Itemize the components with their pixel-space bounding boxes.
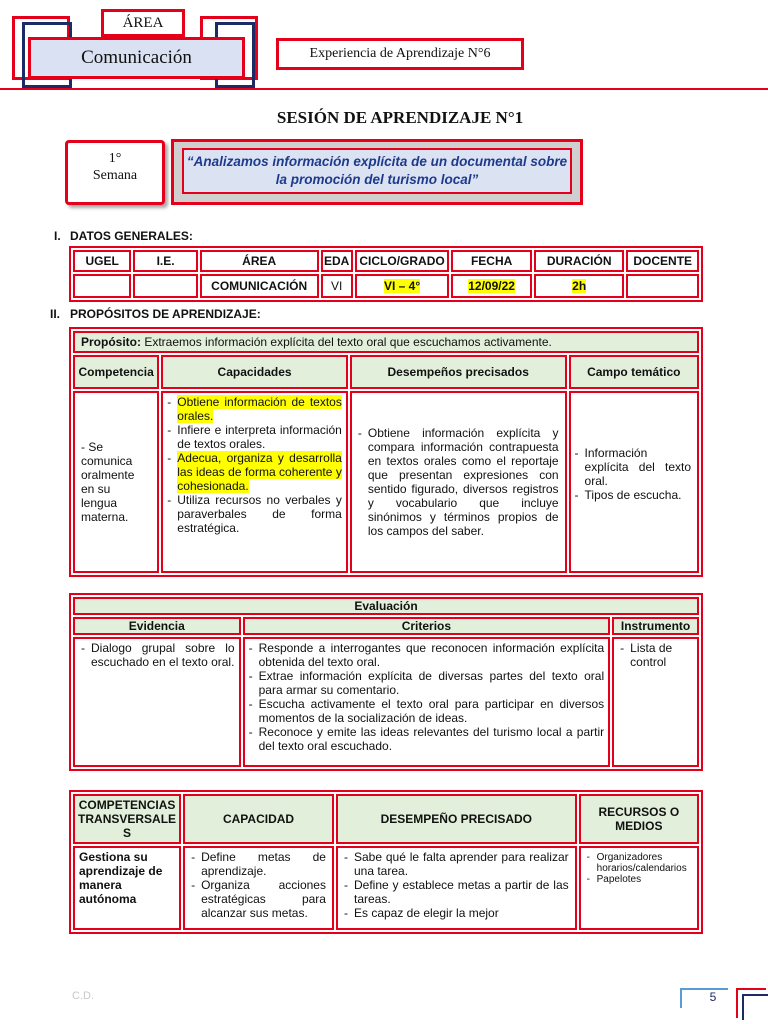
propositos-table [69,327,703,577]
week-number: 1° [108,151,122,166]
header-cell: FECHA [451,250,532,272]
header-cell: Criterios [243,617,611,635]
experience-title: Experiencia de Aprendizaje N°6 [276,38,524,70]
section-title: DATOS GENERALES: [70,229,193,243]
header-cell: Capacidades [161,355,348,389]
evaluacion-title: Evaluación [73,597,699,615]
header-cell: RECURSOS O MEDIOS [579,794,699,844]
competencia-cell [73,391,159,573]
evidencia-cell [73,637,241,767]
section-number: II. [50,307,61,321]
page-number-frame [680,988,682,1008]
capacidad-item: - Utiliza recursos no verbales y paraverbales de forma estratégica. [167,493,342,535]
table-row [73,274,699,298]
desempeno-cell [336,846,577,930]
header-cell: Competencia [73,355,159,389]
header-cell: DURACIÓN [534,250,625,272]
docente-value [626,274,699,298]
criterio-item: - Escucha activamente el texto oral para participar en diversos momentos de la socialización de ideas. [249,697,605,725]
desempeno-item: - Define y establece metas a partir de las tareas. [344,878,569,906]
campo-item: - Tipos de escucha. [575,488,691,502]
header-rule [0,88,768,90]
duracion-value [534,274,625,298]
corner-decoration [742,994,768,1020]
transversales-table [69,790,703,934]
table-row [73,846,699,930]
header-cell: Evidencia [73,617,241,635]
proposito-label: Propósito: [81,335,141,349]
header-cell: DESEMPEÑO PRECISADO [336,794,577,844]
table-header-row [73,355,699,389]
recursos-cell [579,846,699,930]
fecha-value [451,274,532,298]
ciclo-value [355,274,450,298]
competencia-transversal-text: Gestiona su aprendizaje de manera autónoma [79,850,163,906]
capacidad-item [167,395,342,423]
header-cell: DOCENTE [626,250,699,272]
table-row [73,391,699,573]
proposito-row [73,331,699,353]
session-title: SESIÓN DE APRENDIZAJE N°1 [276,108,524,127]
desempeno-item: - Obtiene información explícita y compara información contrapuesta en textos orales como el reportaje que presentan expresiones con sentido figurado, diversos registros y vocabulario que incluye sinónimos y términos propios de los campos del saber. [358,426,559,538]
fecha-text: 12/09/22 [468,279,515,293]
header-cell: CICLO/GRADO [355,250,450,272]
capacidad-cell [183,846,334,930]
capacidad-item: - Infiere e interpreta información de textos orales. [167,423,342,451]
header-cell: ÁREA [200,250,319,272]
criterio-item: - Reconoce y emite las ideas relevantes del turismo local a partir del texto oral escuchado. [249,725,605,753]
duracion-text: 2h [572,279,587,293]
ie-value [133,274,197,298]
evidencia-item: - Dialogo grupal sobre lo escuchado en el texto oral. [81,641,235,669]
proposito-text: Extraemos información explícita del texto oral que escuchamos activamente. [144,335,552,349]
eda-value: VI [321,274,353,298]
header-cell: Campo temático [569,355,699,389]
capacidad-item: - Organiza acciones estratégicas para alcanzar sus metas. [191,878,326,920]
table-header-row [73,250,699,272]
competencia-transversal-cell [73,846,181,930]
datos-generales-table [69,246,703,302]
capacidad-item [167,451,342,493]
competencia-text: - Se comunica oralmente en su lengua materna. [81,440,135,524]
header-cell: Instrumento [612,617,699,635]
criterios-cell [243,637,611,767]
table-header-row [73,617,699,635]
table-header-row [73,794,699,844]
area-name: Comunicación [28,37,245,79]
capacidad-text: Obtiene información de textos orales. [177,395,342,423]
header-cell: UGEL [73,250,131,272]
header-cell: EDA [321,250,353,272]
table-row [73,637,699,767]
recurso-item: - Organizadores horarios/calendarios [587,852,693,874]
desempenos-cell [350,391,567,573]
instrumento-item: - Lista de control [620,641,693,669]
header-cell: COMPETENCIAS TRANSVERSALES [73,794,181,844]
capacidad-text: Adecua, organiza y desarrolla las ideas de forma coherente y cohesionada. [177,451,342,493]
capacidad-item: - Define metas de aprendizaje. [191,850,326,878]
area-tab: ÁREA [101,9,185,37]
campo-cell [569,391,699,573]
week-box [65,140,165,205]
footer-label: C.D. [72,990,94,1002]
theme-title: “Analizamos información explícita de un documental sobre la promoción del turismo local” [182,148,572,194]
criterio-item: - Extrae información explícita de diversas partes del texto oral para armar su comentario. [249,669,605,697]
evaluacion-table [69,593,703,771]
header-cell: CAPACIDAD [183,794,334,844]
ciclo-text: VI – 4° [383,279,421,293]
instrumento-cell [612,637,699,767]
area-value: COMUNICACIÓN [200,274,319,298]
theme-box [171,139,583,205]
page-number: 5 [709,990,717,1004]
desempeno-item: - Es capaz de elegir la mejor [344,906,569,920]
ugel-value [73,274,131,298]
desempeno-item: - Sabe qué le falta aprender para realizar una tarea. [344,850,569,878]
capacidades-cell [161,391,348,573]
header-cell: I.E. [133,250,197,272]
section-title: PROPÓSITOS DE APRENDIZAJE: [70,307,261,321]
section-number: I. [54,229,61,243]
recurso-item: - Papelotes [587,874,693,885]
campo-item: - Información explícita del texto oral. [575,446,691,488]
header-cell: Desempeños precisados [350,355,567,389]
week-label: Semana [92,168,138,183]
criterio-item: - Responde a interrogantes que reconocen información explícita obtenida del texto oral. [249,641,605,669]
